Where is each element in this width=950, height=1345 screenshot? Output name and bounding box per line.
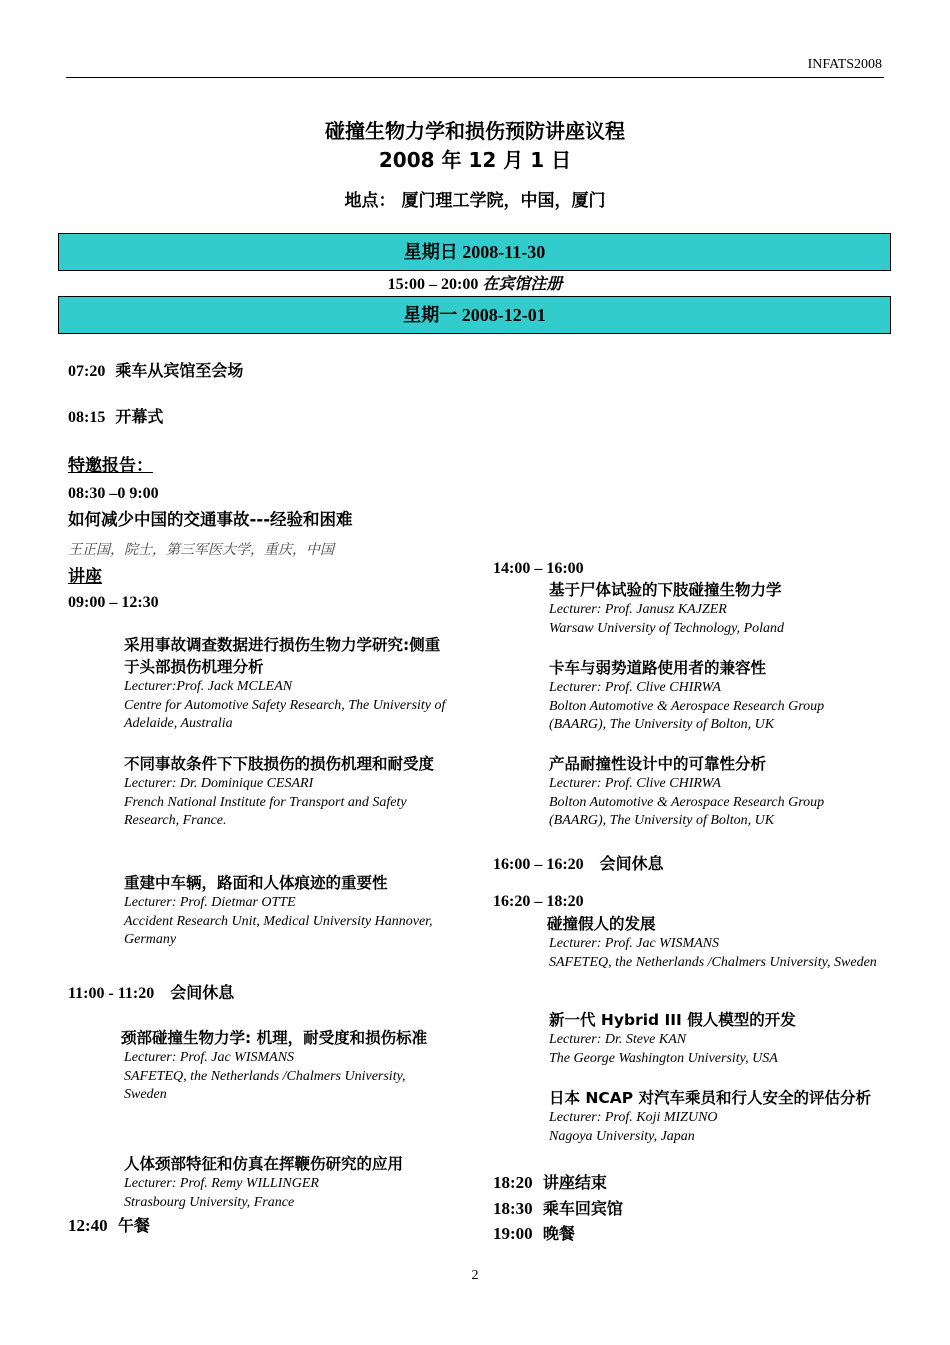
- talk-title: 不同事故条件下下肢损伤的损伤机理和耐受度: [124, 755, 435, 773]
- talk-neck-biomech: [121, 1027, 451, 1105]
- talk-title: 重建中车辆，路面和人体痕迹的重要性: [124, 874, 388, 892]
- talk-affiliation: Accident Research Unit, Medical University Hannover, Germany: [124, 913, 433, 947]
- keynote-title: 如何减少中国的交通事故---经验和困难: [68, 510, 353, 529]
- agenda-title: 碰撞生物力学和损伤预防讲座议程: [325, 119, 625, 143]
- talk-affiliation: Warsaw University of Technology, Poland: [549, 620, 785, 636]
- end-text: 讲座结束: [542, 1173, 607, 1192]
- bus-time: 07:20: [68, 363, 106, 380]
- talk-hybrid-iii: [549, 1009, 879, 1068]
- break1: [68, 980, 234, 1003]
- talk-reconstruction: [124, 872, 454, 950]
- talk-affiliation: Nagoya University, Japan: [549, 1128, 695, 1144]
- talk-lecturer: Lecturer: Dr. Steve KAN: [549, 1032, 687, 1047]
- talk-affiliation: Strasbourg University, France: [124, 1194, 295, 1210]
- keynote-heading: 特邀报告：: [68, 456, 153, 476]
- talk-japan-ncap: [549, 1087, 879, 1146]
- dinner-time: 19:00: [493, 1224, 533, 1243]
- talk-affiliation: Bolton Automotive & Aerospace Research Group (BAARG), The University of Bolton, UK: [549, 698, 825, 732]
- return-text: 乘车回宾馆: [542, 1199, 623, 1218]
- opening-text: 开幕式: [115, 407, 164, 426]
- registration-time: 15:00 – 20:00: [387, 276, 479, 293]
- talk-title: 日本 NCAP 对汽车乘员和行人安全的评估分析: [549, 1089, 871, 1107]
- talk-lecturer: Lecturer: Prof. Clive CHIRWA: [549, 776, 721, 791]
- talk-lecturer: Lecturer: Prof. Remy WILLINGER: [124, 1176, 319, 1191]
- return-time: 18:30: [493, 1199, 533, 1218]
- registration-text: 在宾馆注册: [482, 274, 563, 293]
- talk-cadaver-tests: [549, 579, 879, 638]
- registration-line: [0, 271, 950, 294]
- talk-affiliation: SAFETEQ, the Netherlands /Chalmers University, Sweden: [549, 954, 877, 970]
- header-rule: [66, 77, 884, 78]
- talk-title: 新一代 Hybrid III 假人模型的开发: [549, 1011, 796, 1029]
- talk-lecturer: Lecturer: Prof. Jac WISMANS: [124, 1050, 295, 1065]
- document-id: INFATS2008: [807, 57, 882, 72]
- dinner: [493, 1221, 575, 1244]
- talk-lecturer: Lecturer: Prof. Janusz KAJZER: [549, 602, 727, 617]
- talk-affiliation: Bolton Automotive & Aerospace Research Group (BAARG), The University of Bolton, UK: [549, 794, 825, 828]
- session1-time: 09:00 – 12:30: [68, 594, 159, 611]
- talk-lower-limb: [124, 753, 454, 831]
- talk-title: 人体颈部特征和仿真在挥鞭伤研究的应用: [124, 1155, 404, 1173]
- lunch: [68, 1213, 150, 1236]
- talk-lecturer: Lecturer: Prof. Koji MIZUNO: [549, 1110, 718, 1125]
- talk-affiliation: The George Washington University, USA: [549, 1050, 778, 1066]
- bus-to-venue: [68, 358, 243, 381]
- talk-title: 基于尸体试验的下肢碰撞生物力学: [549, 581, 782, 599]
- lunch-text: 午餐: [117, 1216, 150, 1235]
- end-time: 18:20: [493, 1173, 533, 1192]
- talk-reliability: [549, 753, 879, 831]
- keynote-speaker: 王正国，院士，第三军医大学，重庆，中国: [68, 542, 334, 558]
- keynote-time: 08:30 –0 9:00: [68, 485, 159, 502]
- lecture-end: [493, 1170, 607, 1193]
- session3-time: 16:20 – 18:20: [493, 893, 584, 910]
- agenda-date: 2008 年 12 月 1 日: [378, 148, 572, 172]
- talk-title: 卡车与弱势道路使用者的兼容性: [549, 659, 767, 677]
- talk-title: 产品耐撞性设计中的可靠性分析: [549, 755, 767, 773]
- talk-affiliation: SAFETEQ, the Netherlands /Chalmers University, Sweden: [124, 1068, 406, 1102]
- break2: [493, 851, 664, 874]
- talk-lecturer: Lecturer: Dr. Dominique CESARI: [124, 776, 314, 791]
- lunch-time: 12:40: [68, 1216, 108, 1235]
- talk-lecturer: Lecturer: Prof. Dietmar OTTE: [124, 895, 296, 910]
- dinner-text: 晚餐: [542, 1224, 575, 1243]
- talk-lecturer: Lecturer: Prof. Clive CHIRWA: [549, 680, 721, 695]
- agenda-location: 地点： 厦门理工学院，中国，厦门: [344, 191, 606, 211]
- talk-title: 碰撞假人的发展: [547, 915, 656, 933]
- talk-dummy-development: [547, 913, 877, 972]
- talk-whiplash: [124, 1153, 454, 1212]
- lecture-heading: 讲座: [68, 567, 102, 587]
- break2-time: 16:00 – 16:20: [493, 856, 584, 873]
- talk-lecturer: Lecturer:Prof. Jack MCLEAN: [124, 679, 293, 694]
- talk-truck-compatibility: [549, 657, 879, 735]
- opening-ceremony: [68, 404, 163, 427]
- session2-time: 14:00 – 16:00: [493, 560, 584, 577]
- talk-title: 颈部碰撞生物力学: 机理，耐受度和损伤标准: [121, 1029, 428, 1047]
- opening-time: 08:15: [68, 409, 106, 426]
- talk-head-injury: [124, 634, 454, 734]
- talk-title: 采用事故调查数据进行损伤生物力学研究:侧重于头部损伤机理分析: [124, 636, 441, 676]
- bus-return: [493, 1196, 623, 1219]
- bus-text: 乘车从宾馆至会场: [115, 361, 244, 380]
- talk-affiliation: Centre for Automotive Safety Research, The University of Adelaide, Australia: [124, 697, 446, 731]
- break1-text: 会间休息: [170, 983, 235, 1002]
- page-number: 2: [471, 1268, 479, 1283]
- break2-text: 会间休息: [599, 854, 664, 873]
- monday-band: 星期一 2008-12-01: [58, 296, 891, 334]
- break1-time: 11:00 - 11:20: [68, 985, 155, 1002]
- sunday-band: 星期日 2008-11-30: [58, 233, 891, 271]
- talk-affiliation: French National Institute for Transport and Safety Research, France.: [124, 794, 407, 828]
- talk-lecturer: Lecturer: Prof. Jac WISMANS: [549, 936, 720, 951]
